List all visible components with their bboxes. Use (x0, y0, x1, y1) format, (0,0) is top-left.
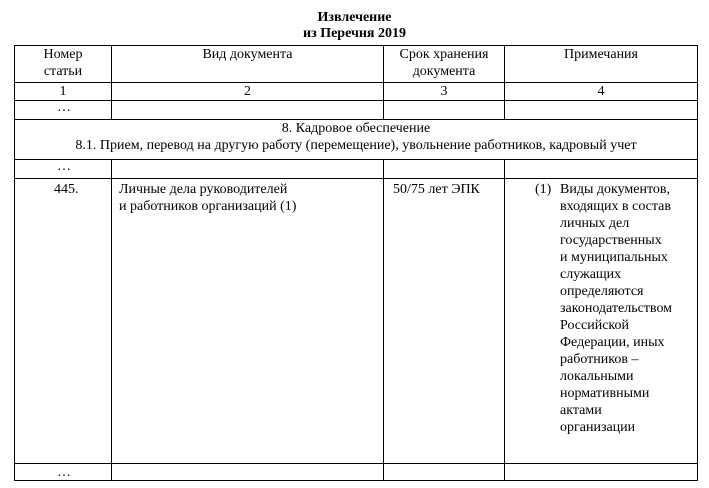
header-retention: Срок хранения документа (384, 46, 505, 83)
article-number: 445. (15, 179, 112, 464)
note-cell (505, 179, 698, 464)
retention-period: 50/75 лет ЭПК (384, 179, 505, 464)
column-number: 1 (15, 83, 112, 101)
header-row (15, 46, 698, 83)
section-row (15, 120, 698, 160)
document-title: Извлечение (317, 10, 392, 25)
header-notes: Примечания (505, 46, 698, 83)
ellipsis-row (15, 160, 698, 179)
table-row (15, 179, 698, 464)
column-number-row (15, 83, 698, 101)
ellipsis-row (15, 464, 698, 481)
header-article-number: Номер статьи (15, 46, 112, 83)
section-title: 8. Кадровое обеспечение (281, 121, 431, 136)
column-number: 4 (505, 83, 698, 101)
column-number: 2 (112, 83, 384, 101)
note-marker: (1) (535, 182, 552, 197)
column-number: 3 (384, 83, 505, 101)
note-text: Виды документов, входящих в состав личных дел государственных и муниципальных служащих определяются законодательством Российской Федерации, иных работников – локальными нормативными актами организации (560, 182, 673, 435)
document-type: Личные дела руководителей и работников организаций (1) (112, 179, 384, 464)
retention-table (14, 45, 698, 481)
ellipsis-row (15, 101, 698, 120)
document-subtitle: из Перечня 2019 (303, 26, 406, 41)
subsection-title: 8.1. Прием, перевод на другую работу (перемещение), увольнение работников, кадровый учет (75, 138, 637, 153)
ellipsis: … (57, 100, 71, 115)
ellipsis: … (57, 159, 71, 174)
header-doc-type: Вид документа (112, 46, 384, 83)
ellipsis: … (57, 465, 71, 480)
